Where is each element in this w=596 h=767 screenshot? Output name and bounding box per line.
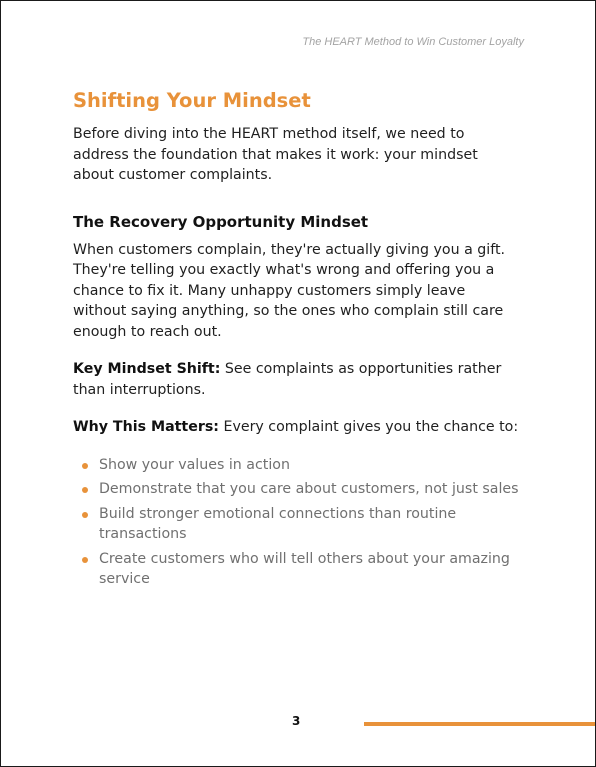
bullet-dot-icon (82, 557, 88, 563)
opportunity-list (73, 455, 523, 590)
intro-paragraph: Before diving into the HEART method itself, we need to address the foundation that makes it work: your mindset about customer complaints. (73, 126, 478, 183)
list-item (73, 504, 523, 545)
key-mindset-shift-paragraph (73, 359, 523, 400)
body-paragraph: When customers complain, they're actually giving you a gift. They're telling you exactly what's wrong and offering you a chance to fix it. Many unhappy customers simply leave without saying anything, so the ones who complain still care enough to reach out. (73, 241, 506, 340)
subsection-title: The Recovery Opportunity Mindset (73, 212, 369, 231)
list-item-text: Create customers who will tell others about your amazing service (99, 550, 510, 587)
why-label: Why This Matters: (73, 419, 219, 435)
section-title: Shifting Your Mindset (73, 89, 311, 112)
why-this-matters-paragraph (73, 417, 523, 438)
running-header: The HEART Method to Win Customer Loyalty (302, 36, 524, 48)
list-item-text: Show your values in action (99, 456, 290, 473)
list-item (73, 455, 523, 476)
list-item-text: Build stronger emotional connections than routine transactions (99, 505, 457, 542)
page-number: 3 (292, 714, 301, 728)
key-shift-text: See complaints as opportunities rather than interruptions. (73, 361, 502, 398)
list-item (73, 549, 523, 590)
bullet-dot-icon (82, 512, 88, 518)
list-item (73, 479, 523, 500)
list-item-text: Demonstrate that you care about customers, not just sales (99, 481, 519, 497)
key-shift-label: Key Mindset Shift: (73, 361, 221, 377)
bullet-dot-icon (82, 463, 88, 469)
bullet-dot-icon (82, 487, 88, 493)
footer-accent-bar (364, 722, 595, 726)
why-text: Every complaint gives you the chance to: (218, 419, 519, 435)
page-content (73, 87, 523, 594)
